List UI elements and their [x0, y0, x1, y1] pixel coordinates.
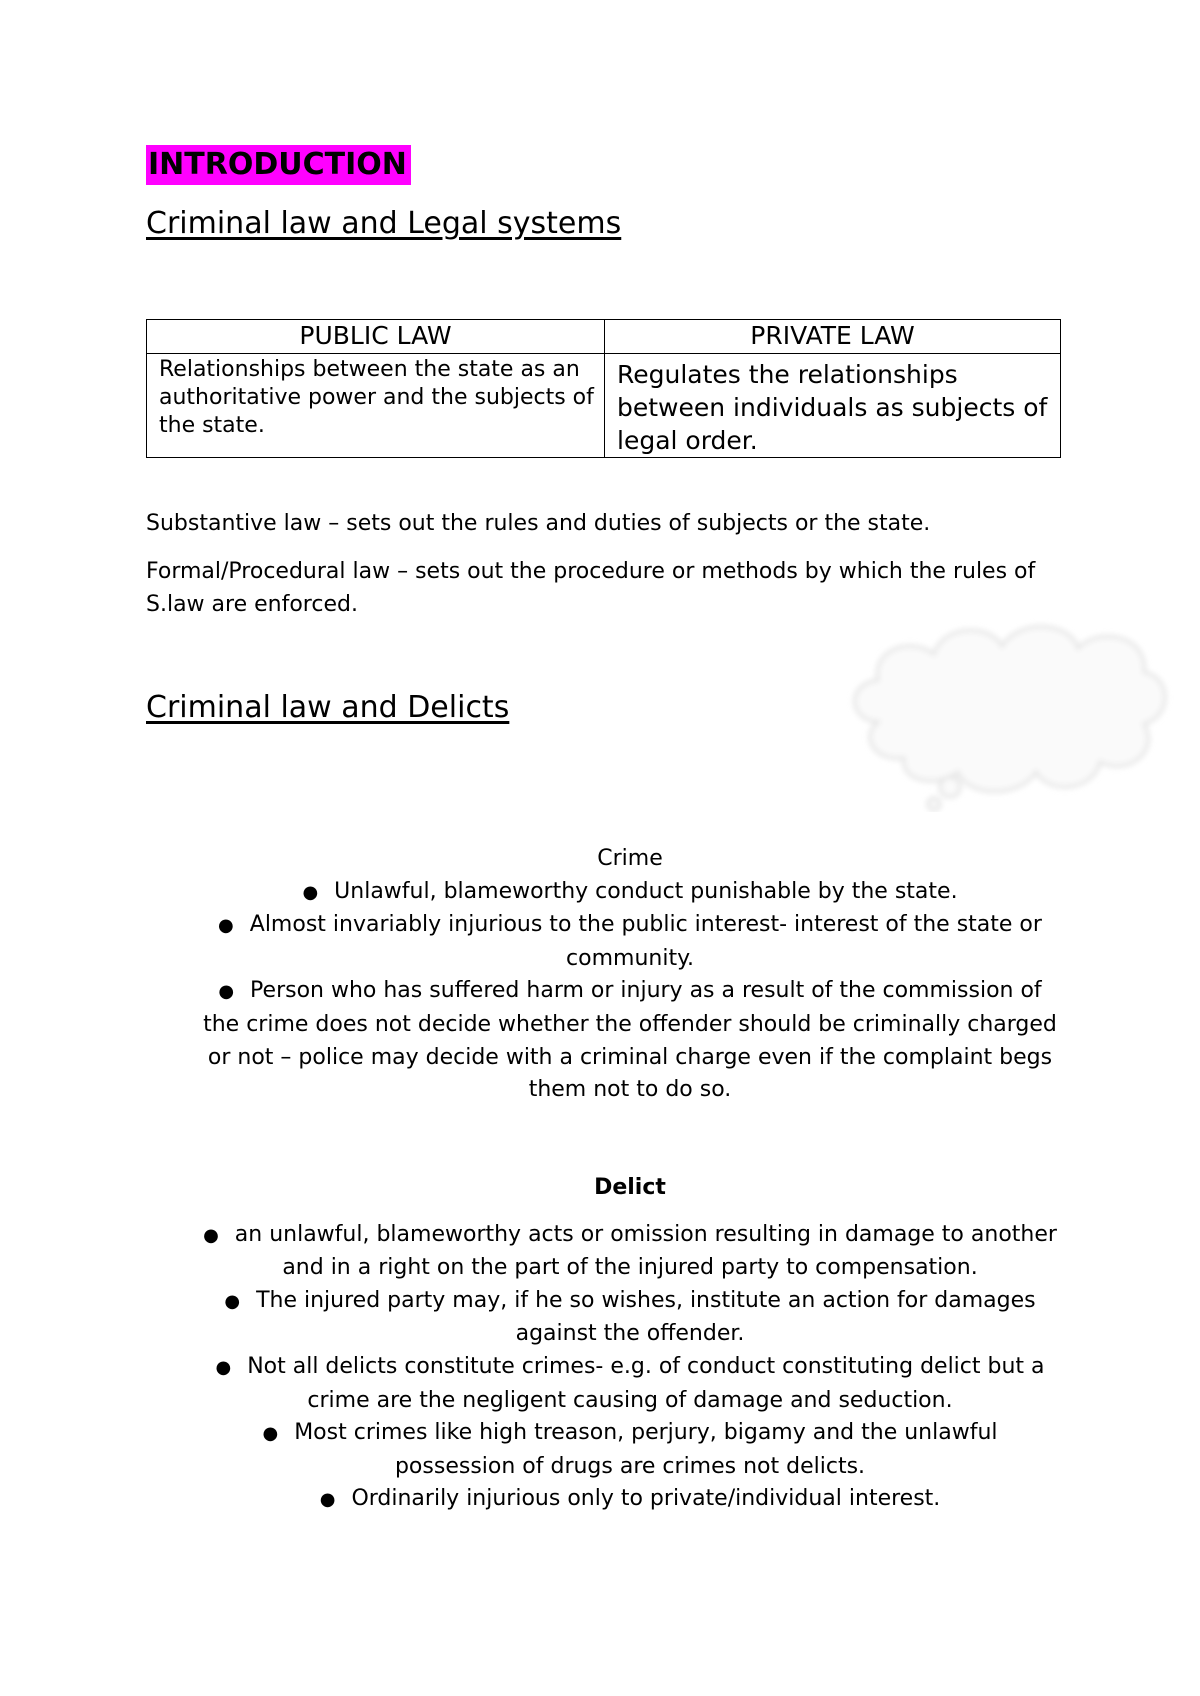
bullet-icon: ●: [203, 1224, 219, 1246]
list-item-text: Not all delicts constitute crimes- e.g. of conduct constituting delict but a crime are the negligent causing of damage and seduction.: [247, 1353, 1045, 1413]
public-law-header: PUBLIC LAW: [147, 320, 605, 354]
list-item: [200, 1351, 1060, 1417]
thought-cloud-icon: [838, 612, 1178, 812]
delicts-heading: Criminal law and Delicts: [146, 690, 510, 725]
list-item: [200, 909, 1060, 975]
list-item-text: The injured party may, if he so wishes, institute an action for damages against the offender.: [256, 1287, 1036, 1347]
crime-section: [200, 843, 1060, 1107]
list-item-text: Person who has suffered harm or injury as a result of the commission of the crime does not decide whether the offender should be criminally charged or not – police may decide with a criminal charge even if the complaint begs them not to do so.: [203, 978, 1057, 1103]
delict-title: Delict: [594, 1175, 666, 1200]
legal-systems-heading: Criminal law and Legal systems: [146, 206, 622, 241]
table-header-row: [147, 320, 1061, 354]
list-item: [200, 1483, 1060, 1517]
list-item-text: Unlawful, blameworthy conduct punishable by the state.: [334, 878, 958, 904]
crime-title: Crime: [597, 846, 663, 871]
table-row: [147, 354, 1061, 458]
bullet-icon: ●: [319, 1489, 336, 1511]
substantive-law-paragraph: Substantive law – sets out the rules and duties of subjects or the state.: [146, 511, 931, 536]
list-item: [200, 1285, 1060, 1351]
bullet-icon: ●: [218, 981, 235, 1003]
law-comparison-table: [146, 319, 1061, 458]
list-item: [200, 1219, 1060, 1285]
intro-heading: INTRODUCTION: [146, 145, 411, 185]
private-law-cell: Regulates the relationships between individuals as subjects of legal order.: [605, 354, 1061, 458]
private-law-header: PRIVATE LAW: [605, 320, 1061, 354]
list-item: [200, 1417, 1060, 1483]
bullet-icon: ●: [262, 1423, 279, 1445]
bullet-icon: ●: [215, 1356, 232, 1378]
bullet-icon: ●: [218, 915, 234, 937]
delict-section: [200, 1172, 1060, 1517]
bullet-icon: ●: [302, 881, 319, 903]
list-item-text: Almost invariably injurious to the public interest- interest of the state or community.: [249, 912, 1042, 971]
list-item-text: Ordinarily injurious only to private/individual interest.: [351, 1486, 941, 1512]
list-item-text: an unlawful, blameworthy acts or omission resulting in damage to another and in a right on the part of the injured party to compensation.: [234, 1221, 1057, 1281]
procedural-law-paragraph: Formal/Procedural law – sets out the procedure or methods by which the rules of S.law are enforced.: [146, 559, 1036, 617]
public-law-cell: Relationships between the state as an authoritative power and the subjects of the state.: [147, 354, 605, 458]
list-item: [200, 975, 1060, 1106]
bullet-icon: ●: [224, 1290, 241, 1312]
list-item: [200, 876, 1060, 910]
list-item-text: Most crimes like high treason, perjury, bigamy and the unlawful possession of drugs are crimes not delicts.: [294, 1420, 998, 1479]
